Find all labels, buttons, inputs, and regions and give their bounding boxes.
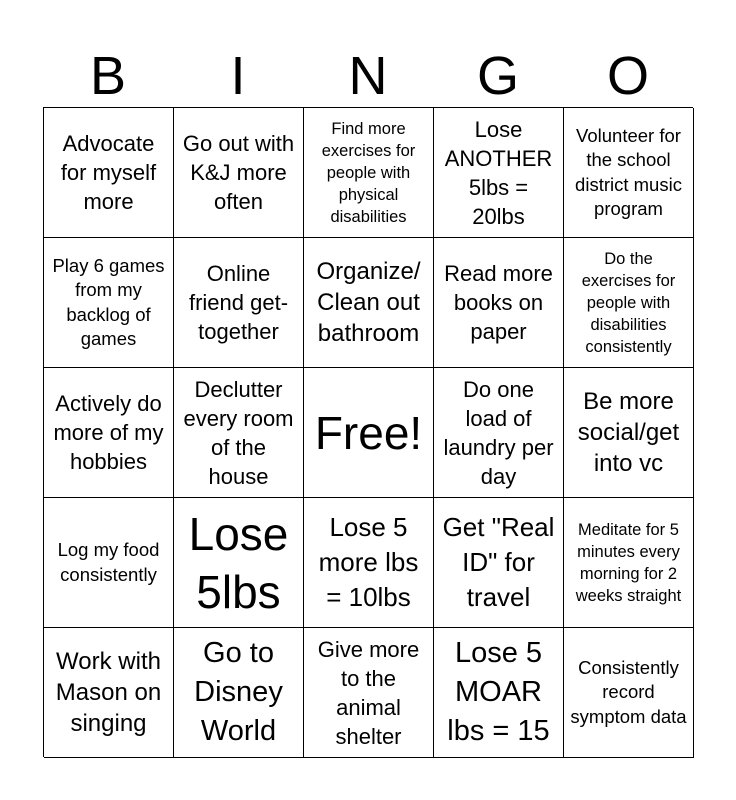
- cell-text: Go out with K&J more often: [182, 131, 295, 214]
- header-letter-i: I: [230, 46, 246, 106]
- bingo-cell[interactable]: [174, 238, 304, 368]
- cell-text: Online friend get-together: [188, 261, 289, 344]
- bingo-cell[interactable]: [434, 108, 564, 238]
- cell-text: Play 6 games from my backlog of games: [52, 254, 165, 349]
- bingo-cell[interactable]: [304, 498, 434, 628]
- cell-text: Actively do more of my hobbies: [53, 391, 164, 474]
- bingo-cell[interactable]: [434, 368, 564, 498]
- bingo-cell[interactable]: [174, 368, 304, 498]
- bingo-cell[interactable]: [304, 238, 434, 368]
- cell-text: Consistently record symptom data: [570, 656, 687, 727]
- bingo-cell[interactable]: [434, 628, 564, 758]
- cell-text: Work with Mason on singing: [55, 648, 162, 737]
- bingo-cell[interactable]: [304, 108, 434, 238]
- cell-text: Do one load of laundry per day: [443, 376, 554, 489]
- header-letter-n: N: [348, 46, 388, 106]
- bingo-cell[interactable]: [174, 498, 304, 628]
- bingo-cell[interactable]: [174, 628, 304, 758]
- bingo-cell[interactable]: [564, 238, 694, 368]
- bingo-cell[interactable]: [174, 108, 304, 238]
- cell-text: Lose 5 more lbs = 10lbs: [318, 512, 419, 612]
- cell-text: Go to Disney World: [194, 637, 283, 747]
- cell-text: Do the exercises for people with disabilities consistently: [581, 249, 676, 356]
- header-letter-o: O: [606, 46, 649, 106]
- bingo-card-grid: [43, 107, 693, 757]
- cell-text: Give more to the animal shelter: [317, 636, 420, 749]
- cell-text: Organize/ Clean out bathroom: [316, 258, 421, 347]
- free-space-cell[interactable]: [304, 368, 434, 498]
- free-space-text: Free!: [314, 406, 423, 459]
- cell-text: Advocate for myself more: [60, 131, 157, 214]
- cell-text: Lose 5 MOAR lbs = 15: [447, 637, 550, 747]
- cell-text: Get "Real ID" for travel: [442, 512, 555, 612]
- cell-text: Lose 5lbs: [188, 507, 289, 618]
- bingo-cell[interactable]: [564, 108, 694, 238]
- bingo-cell[interactable]: [304, 628, 434, 758]
- bingo-cell[interactable]: [434, 238, 564, 368]
- cell-text: Lose ANOTHER 5lbs = 20lbs: [444, 116, 553, 229]
- header-letter-g: G: [476, 46, 519, 106]
- bingo-cell[interactable]: [564, 498, 694, 628]
- bingo-cell[interactable]: [44, 368, 174, 498]
- bingo-cell[interactable]: [44, 108, 174, 238]
- bingo-header: [43, 44, 693, 108]
- bingo-cell[interactable]: [434, 498, 564, 628]
- cell-text: Declutter every room of the house: [183, 376, 294, 489]
- cell-text: Find more exercises for people with physical disabilities: [321, 119, 416, 226]
- cell-text: Read more books on paper: [444, 261, 553, 344]
- header-letter-b: B: [89, 46, 127, 106]
- cell-text: Be more social/get into vc: [577, 388, 680, 477]
- bingo-cell[interactable]: [44, 498, 174, 628]
- bingo-cell[interactable]: [44, 628, 174, 758]
- bingo-cell[interactable]: [564, 368, 694, 498]
- cell-text: Log my food consistently: [57, 539, 160, 585]
- bingo-cell[interactable]: [564, 628, 694, 758]
- cell-text: Meditate for 5 minutes every morning for 2 weeks straight: [575, 520, 682, 605]
- bingo-cell[interactable]: [44, 238, 174, 368]
- cell-text: Volunteer for the school district music program: [575, 124, 682, 219]
